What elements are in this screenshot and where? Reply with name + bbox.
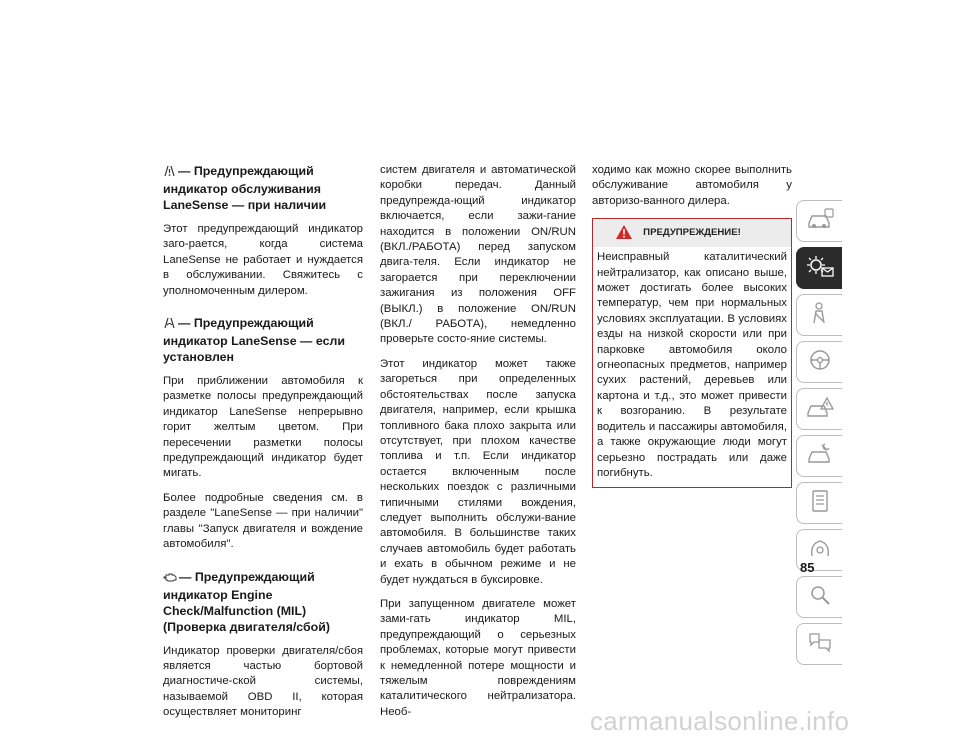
page-number: 85 [800,560,815,575]
tab-car-info[interactable] [796,200,842,242]
lanesense-heading [163,315,363,365]
paragraph: ходимо как можно скорее выполнить обслуживание автомобиля у авторизо-ванного дилера. [592,164,792,207]
lanesense-service-icon [163,165,176,181]
heading-text: — Предупреждающий индикатор LaneSense — если установлен [163,316,345,365]
paragraph: При запущенном двигателе может зами-гать индикатор MIL, предупреждающий о серьезных проблемах, которые могут привести к немедленной потере мощности и тяжелым повреждениям каталитического нейтрализатора. Необ- [380,597,576,718]
seat-safety-icon [805,301,835,330]
tab-warning-lights[interactable] [796,247,842,289]
column-3 [592,163,792,488]
search-icon [805,583,835,612]
warning-text: Неисправный каталитический нейтрализатор, как описано выше, может достигать более высоких температур, чем при нормальных условиях эксплуатации. В условиях езды на низкой скорости или при парковке автомобиля около огнеопасных предметов, например сухих растений, деревьев или картона и т.д., это может привести к возгоранию. В результате водитель и пассажиры автомобиля, а также окружающие люди могут серьезно пострадать или даже погибнуть. [597,251,787,479]
car-info-icon [805,207,835,236]
column-2 [380,163,576,729]
warning-header [593,219,791,247]
chapter-tabs [796,200,842,670]
paragraph: Индикатор проверки двигателя/сбоя является частью бортовой диагностиче-ской системы, называемой OBD II, которая осуществляет мониторинг [163,644,363,719]
paragraph: Этот предупреждающий индикатор заго-рается, когда система LaneSense не работает и нуждается в обслуживании. Свяжитесь с уполномоченным дилером. [163,223,363,297]
tab-specifications[interactable] [796,482,842,524]
tab-steering[interactable] [796,341,842,383]
tab-language[interactable] [796,623,842,665]
tab-service[interactable] [796,435,842,477]
car-service-icon [805,442,835,471]
tab-seat-safety[interactable] [796,294,842,336]
warning-lights-icon [805,254,835,283]
warning-title: ПРЕДУПРЕЖДЕНИЕ! [643,227,741,239]
warning-box [592,218,792,488]
steering-wheel-icon [805,348,835,377]
language-icon [805,630,835,659]
specifications-icon [805,489,835,518]
mil-heading [163,569,363,635]
heading-text: — Предупреждающий индикатор обслуживания LaneSense — при наличии [163,164,327,212]
paragraph: систем двигателя и автоматической коробки передач. Данный предупрежда-ющий индикатор включается, если зажи-гание находится в положении ON/RUN (ВКЛ./РАБОТА) перед запуском двига-теля. Если индикатор не загорается при переключении зажигания из положения OFF (ВЫКЛ.) в положение ON/RUN (ВКЛ./ РАБОТА), немедленно проверьте состо-яние системы. [380,164,576,346]
paragraph: При приближении автомобиля к разметке полосы предупреждающий индикатор LaneSense непрерывно горит желтым цветом. При пересечении разметки полосы предупреждающий индикатор будет мигать. [163,375,363,480]
tab-search[interactable] [796,576,842,618]
column-1 [163,163,363,730]
tab-emergency[interactable] [796,388,842,430]
check-engine-icon [163,571,177,587]
watermark: carmanualsonline.info [590,706,850,736]
heading-text: — Предупреждающий индикатор Engine Check/Malfunction (MIL) (Проверка двигателя/сбой) [163,569,330,634]
warning-triangle-icon [615,224,633,252]
paragraph: Этот индикатор может также загореться при определенных обстоятельствах после запуска двигателя, например, если крышка топливного бака плохо закрыта или отсутствует, при плохом качестве топлива и т.п. Если индикатор остается включенным после нескольких поездок с различными типичными стилями вождения, следует выполнить обслужи-вание автомобиля. В большинстве таких случаев автомобиль будет работать и ехать в обычном режиме и не будет нуждаться в буксировке. [380,357,576,586]
lanesense-icon [163,317,176,333]
lanesense-service-heading [163,163,363,213]
emergency-car-icon [805,395,835,424]
paragraph: Более подробные сведения см. в разделе "LaneSense — при наличии" главы "Запуск двигателя и вождение автомобиля". [163,491,363,551]
